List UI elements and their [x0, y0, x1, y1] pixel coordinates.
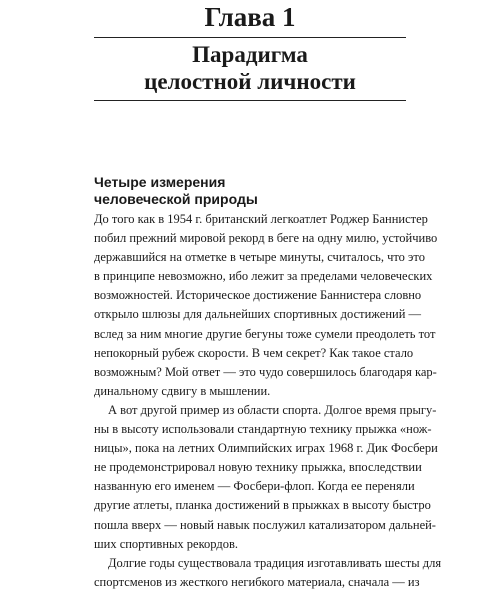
text-line: открыло шлюзы для дальнейших спортивных достижений —: [94, 307, 422, 322]
text-line: названную его именем — Фосбери-флоп. Когда ее переняли: [94, 479, 415, 494]
text-line: не продемонстрировал новую технику прыжка, впоследствии: [94, 460, 422, 475]
text-line: ны в высоту использовали стандартную технику прыжка «нож-: [94, 422, 432, 437]
text-line: Долгие годы существовала традиция изготавливать шесты для: [108, 555, 442, 570]
text-line: ших спортивных рекордов.: [94, 536, 238, 551]
text-line: побил прежний мировой рекорд в беге на одну милю, устойчиво: [94, 231, 438, 246]
section-heading-line: человеческой природы: [94, 191, 258, 207]
chapter-title-top-rule: [94, 37, 406, 38]
paragraph: [94, 401, 438, 554]
text-line: ницы», пока на летних Олимпийских играх 1968 г. Дик Фосбери: [94, 441, 438, 456]
chapter-label: Глава 1: [204, 2, 296, 32]
paragraph: [94, 210, 438, 401]
body-text: [94, 210, 442, 592]
section-heading: [94, 174, 406, 208]
chapter-title-line: целостной личности: [144, 69, 356, 94]
text-line: До того как в 1954 г. британский легкоатлет Роджер Баннистер: [94, 212, 428, 226]
chapter-title-bottom-rule: [94, 100, 406, 101]
text-line: вслед за ним многие другие бегуны тоже сумели преодолеть тот: [94, 326, 436, 341]
text-line: непокорный рубеж скорости. В чем секрет? Как такое стало: [94, 345, 414, 360]
chapter-title: [0, 41, 500, 95]
text-line: возможностей. Историческое достижение Баннистера словно: [94, 288, 422, 303]
chapter-title-line: Парадигма: [192, 42, 308, 67]
paragraph: [94, 554, 442, 592]
text-line: пошла вверх — новый навык послужил катализатором дальней-: [94, 517, 436, 532]
text-line: другие атлеты, планка достижений в прыжках в высоту быстро: [94, 498, 431, 513]
section-heading-line: Четыре измерения: [94, 174, 226, 190]
text-line: державшийся на отметке в четыре минуты, считалось, что это: [94, 250, 425, 265]
text-line: возможным? Мой ответ — это чудо совершилось благодаря кар-: [94, 364, 437, 379]
text-line: спортсменов из жесткого негибкого материала, сначала — из: [94, 574, 420, 589]
text-line: динальному сдвигу в мышлении.: [94, 383, 271, 398]
text-line: в принципе невозможно, ибо лежит за пределами человеческих: [94, 269, 433, 284]
text-line: А вот другой пример из области спорта. Долгое время прыгу-: [108, 402, 437, 417]
